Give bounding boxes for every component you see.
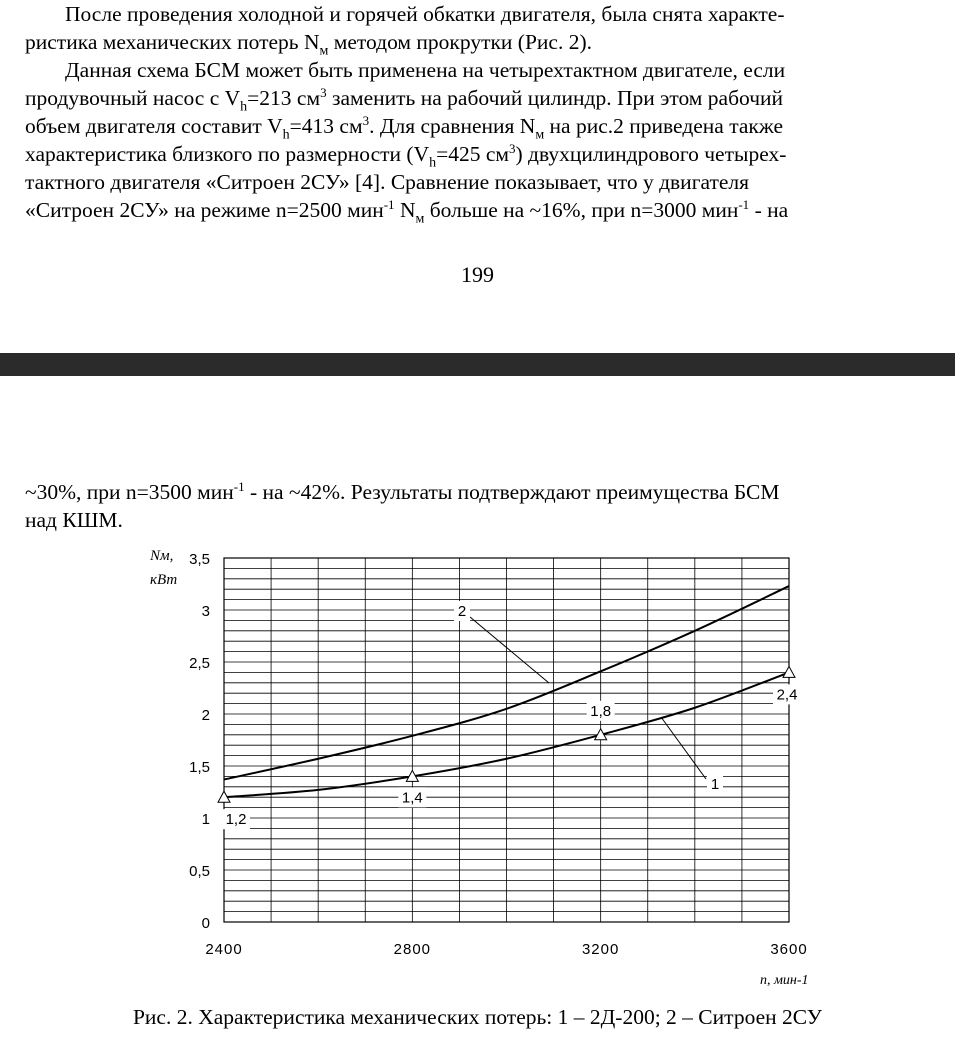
data-label: 2,4 bbox=[776, 686, 798, 704]
x-tick-label: 2400 bbox=[205, 941, 243, 958]
text-line: После проведения холодной и горячей обкатки двигателя, была снята характе- bbox=[65, 2, 785, 26]
paragraph-2 bbox=[25, 56, 935, 227]
text-line: характеристика близкого по размерности ($V_h=425$ $см^3$) двухцилиндрового четырех- bbox=[25, 140, 787, 171]
text-line: продувочный насос с $V_h=213$ $см^3$ заменить на рабочий цилиндр. При этом рабочий bbox=[25, 84, 784, 115]
text-page-top bbox=[25, 0, 935, 227]
x-tick-label: 3600 bbox=[770, 941, 808, 958]
y-tick-label: 0,5 bbox=[189, 863, 210, 880]
text-line: ~30%, при n=3500 мин$^{-1}$ - на ~42%. Результаты подтверждают преимущества БСМ bbox=[25, 478, 780, 504]
data-point-marker bbox=[783, 666, 795, 677]
series-2-label: 2 bbox=[457, 603, 467, 620]
text-line: тактного двигателя «Ситроен 2СУ» [4]. Сравнение показывает, что у двигателя bbox=[25, 170, 750, 194]
y-axis-unit: кВт bbox=[150, 572, 178, 588]
paragraph-1 bbox=[25, 0, 935, 59]
data-label: 1,8 bbox=[590, 702, 612, 720]
data-label: 1,4 bbox=[401, 789, 423, 807]
series-1-label: 1 bbox=[710, 776, 720, 793]
x-tick-label: 2800 bbox=[393, 941, 432, 958]
figure-caption: Рис. 2. Характеристика механических потерь: 1 – 2Д-200; 2 – Ситроен 2СУ bbox=[132, 1005, 823, 1029]
text-line: Данная схема БСМ может быть применена на четырехтактном двигателе, если bbox=[65, 58, 786, 82]
y-tick-label: 1,5 bbox=[189, 759, 210, 776]
data-label: 1,2 bbox=[225, 811, 247, 829]
text-page-bottom bbox=[25, 478, 935, 534]
page-separator bbox=[0, 353, 955, 376]
y-axis-label: Nм, bbox=[150, 548, 174, 564]
y-tick-label: 1 bbox=[201, 811, 210, 828]
paragraph-3 bbox=[25, 478, 935, 534]
mechanical-losses-chart bbox=[0, 530, 955, 1000]
series-1-leader-line bbox=[661, 717, 706, 779]
page-number: 199 bbox=[461, 262, 494, 287]
x-tick-label: 3200 bbox=[581, 941, 620, 958]
y-tick-label: 3 bbox=[201, 603, 210, 620]
text-line: над КШМ. bbox=[25, 508, 123, 532]
y-tick-label: 2 bbox=[201, 707, 210, 724]
text-line: «Ситроен 2СУ» на режиме n=2500 мин$^{-1}$ $N_м$ больше на ~16%, при n=3000 мин$^{-1}$ - на bbox=[25, 196, 789, 227]
text-line: объем двигателя составит $V_h=413$ $см^3$. Для сравнения $N_м$ на рис.2 приведена также bbox=[25, 112, 783, 143]
x-axis-label: n, мин-1 bbox=[760, 973, 809, 988]
series-2-leader-line bbox=[470, 617, 549, 683]
y-tick-label: 0 bbox=[201, 915, 210, 932]
text-line: ристика механических потерь $N_м$ методом прокрутки (Рис. 2). bbox=[25, 30, 592, 59]
y-tick-label: 3,5 bbox=[189, 551, 210, 568]
y-tick-label: 2,5 bbox=[189, 655, 210, 672]
